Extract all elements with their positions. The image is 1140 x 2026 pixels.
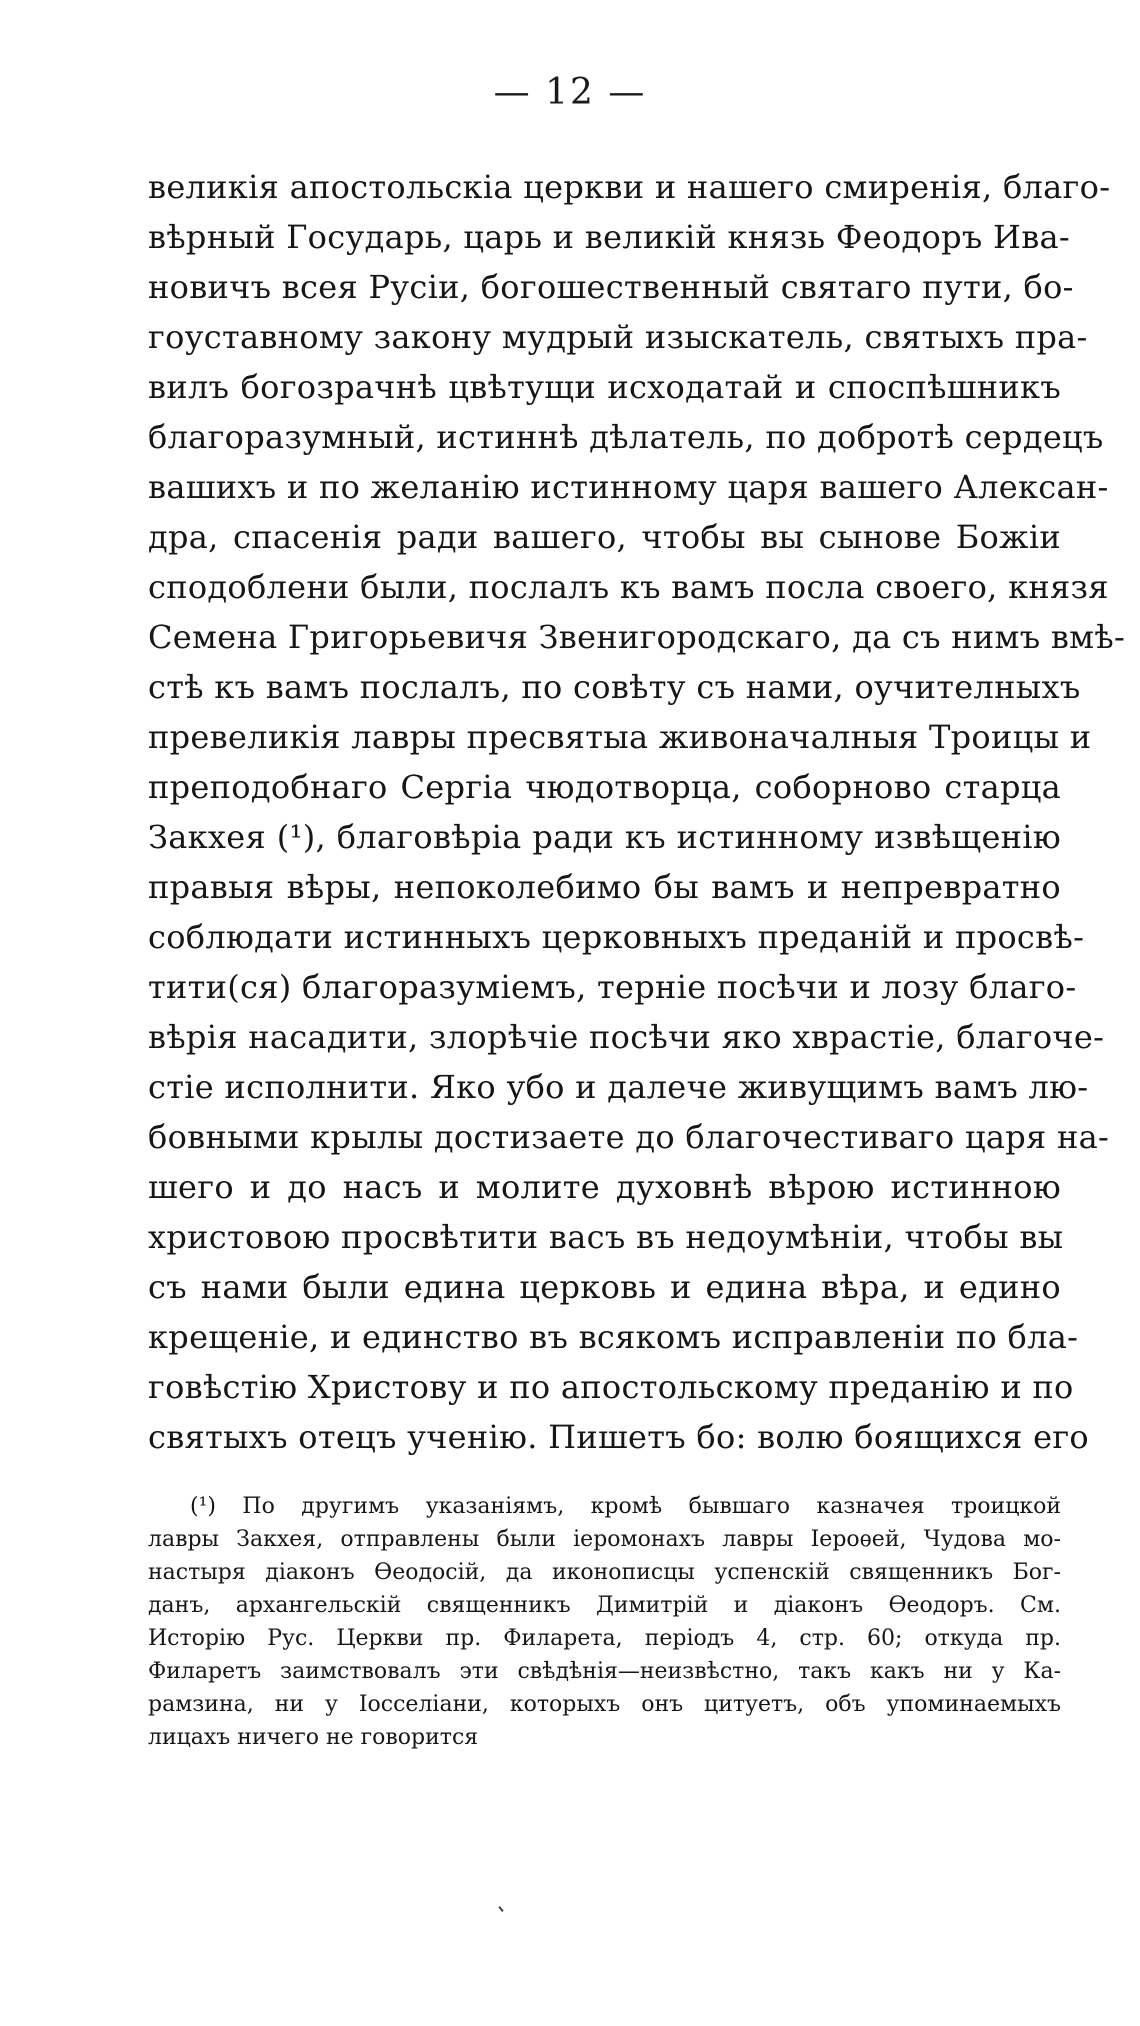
text-line: вашихъ и по желанію истинному царя вашего Алексан- bbox=[148, 468, 1109, 506]
text-line: превеликія лавры пресвятыа живоначалныя Троицы и bbox=[148, 718, 1092, 756]
text-line: новичъ всея Русіи, богошественный святаго пути, бо- bbox=[148, 268, 1074, 306]
footnote-line: настыря діаконъ Ѳеодосій, да иконописцы успенскій священникъ Бог- bbox=[148, 1560, 1061, 1585]
text-line: гоуставному закону мудрый изыскатель, святыхъ пра- bbox=[148, 318, 1088, 356]
text-line: вилъ богозрачнѣ цвѣтущи исходатай и споспѣшникъ bbox=[148, 368, 1061, 406]
text-line: Закхея (¹), благовѣріа ради къ истинному извѣщенію bbox=[148, 818, 1061, 856]
text-line: шего и до насъ и молите духовнѣ вѣрою истинною bbox=[148, 1168, 1061, 1206]
footnote-block bbox=[148, 1490, 1061, 1754]
text-line: бовными крылы достизаете до благочестиваго царя на- bbox=[148, 1118, 1110, 1156]
text-line: Семена Григорьевичя Звенигородскаго, да съ нимъ вмѣ- bbox=[148, 618, 1126, 656]
text-line: соблюдати истинныхъ церковныхъ преданій и просвѣ- bbox=[148, 918, 1085, 956]
text-line: преподобнаго Сергіа чюдотворца, соборново старца bbox=[148, 768, 1061, 806]
footnote-line: (¹) По другимъ указаніямъ, кромѣ бывшаго казначея троицкой bbox=[190, 1494, 1061, 1519]
text-line: стѣ къ вамъ послалъ, по совѣту съ нами, оучителныхъ bbox=[148, 668, 1081, 706]
text-line: святыхъ отецъ ученію. Пишетъ бо: волю боящихся его bbox=[148, 1418, 1089, 1456]
text-line: крещеніе, и единство въ всякомъ исправленіи по бла- bbox=[148, 1318, 1079, 1356]
footnote-line: Филаретъ заимствовалъ эти свѣдѣнія—неизвѣстно, такъ какъ ни у Ка- bbox=[148, 1659, 1061, 1684]
text-line: съ нами были едина церковь и едина вѣра, и едино bbox=[148, 1268, 1061, 1306]
print-speck bbox=[498, 1906, 503, 1912]
text-line: говѣстію Христову и по апостольскому преданію и по bbox=[148, 1368, 1074, 1406]
text-line: правыя вѣры, непоколебимо бы вамъ и непревратно bbox=[148, 868, 1061, 906]
text-line: стіе исполнити. Яко убо и далече живущимъ вамъ лю- bbox=[148, 1068, 1089, 1106]
footnote-line: лавры Закхея, отправлены были іеромонахъ лавры Іероѳей, Чудова мо- bbox=[148, 1527, 1061, 1552]
footnote-line: рамзина, ни у Іосселіани, которыхъ онъ цитуетъ, объ упоминаемыхъ bbox=[148, 1692, 1061, 1717]
text-line: великія апостольскіа церкви и нашего смиренія, благо- bbox=[148, 168, 1111, 206]
footnote-line: Исторію Рус. Церкви пр. Филарета, періодъ 4, стр. 60; откуда пр. bbox=[148, 1626, 1061, 1651]
text-line: вѣрный Государь, царь и великій князь Феодоръ Ива- bbox=[148, 218, 1071, 256]
main-text bbox=[148, 162, 1126, 1462]
footnote-line: данъ, архангельскій священникъ Димитрій и діаконъ Ѳеодоръ. См. bbox=[148, 1593, 1061, 1618]
text-line: дра, спасенія ради вашего, чтобы вы сынове Божіи bbox=[148, 518, 1061, 556]
page-number: — 12 — bbox=[493, 72, 647, 113]
text-line: тити(ся) благоразуміемъ, терніе посѣчи и лозу благо- bbox=[148, 968, 1077, 1006]
text-line: христовою просвѣтити васъ въ недоумѣніи, чтобы вы bbox=[148, 1218, 1064, 1256]
text-line: вѣрія насадити, злорѣчіе посѣчи яко хврастіе, благоче- bbox=[148, 1018, 1105, 1056]
text-line: благоразумный, истиннѣ дѣлатель, по добротѣ сердецъ bbox=[148, 418, 1104, 456]
footnote-line: лицахъ ничего не говорится bbox=[148, 1725, 479, 1750]
text-line: сподоблени были, послалъ къ вамъ посла своего, князя bbox=[148, 568, 1109, 606]
